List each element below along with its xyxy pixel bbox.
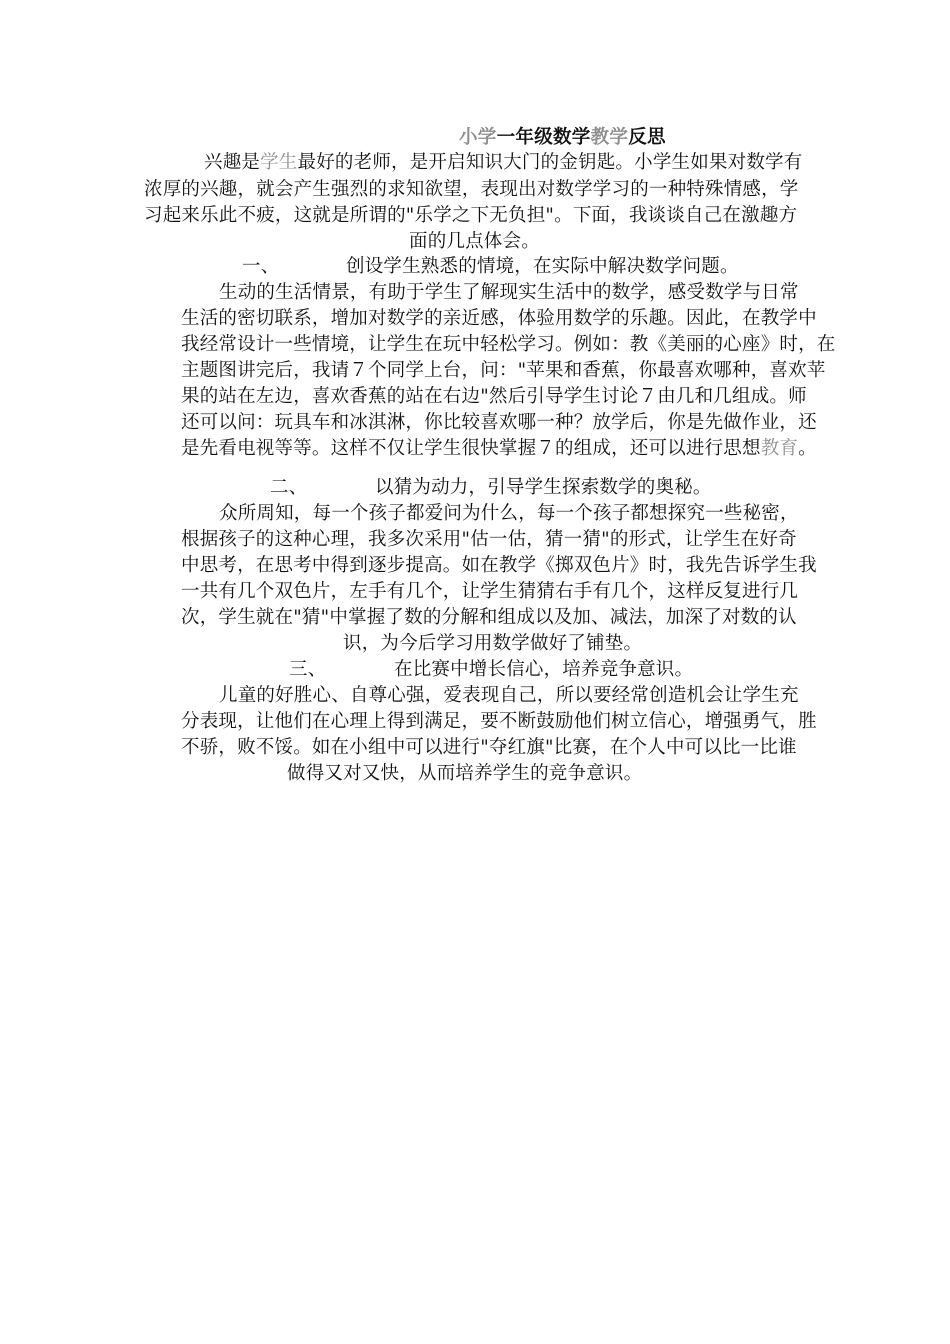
section1-last-c: 。 [798, 438, 817, 459]
section1-last-b: 教育 [760, 438, 799, 459]
intro-text-c: 最好的老师，是开启知识大门的金钥匙。小学生如果对数学有 [297, 152, 803, 173]
section2-line-4: 一共有几个双色片，左手有几个，让学生猜猜右手有几个，这样反复进行几 [181, 581, 799, 602]
section1-number: 一、 [242, 256, 280, 277]
section1-line-6: 还可以问：玩具车和冰淇淋，你比较喜欢哪一种？放学后，你是先做作业，还 [181, 412, 817, 433]
section2-line-5: 次，学生就在"猜"中掌握了数的分解和组成以及加、减法，加深了对数的认 [181, 607, 797, 628]
section2-line-2: 根据孩子的这种心理，我多次采用"估一估，猜一猜"的形式，让学生在好奇 [181, 529, 797, 550]
section2-line-1: 众所周知，每一个孩子都爱问为什么，每一个孩子都想探究一些秘密， [219, 503, 799, 524]
section1-line-2: 生活的密切联系，增加对数学的亲近感，体验用数学的乐趣。因此，在教学中 [181, 308, 817, 329]
section3-line-3: 不骄，败不馁。如在小组中可以进行"夺红旗"比赛，在个人中可以比一比谁 [181, 737, 797, 758]
section1-last-a: 是先看电视等等。这样不仅让学生很快掌握７的组成，还可以进行思想 [181, 438, 761, 459]
section3-heading-text: 在比赛中增长信心，培养竞争意识。 [394, 659, 694, 680]
title-part-2: 一年级数学 [496, 127, 591, 148]
intro-line-2: 浓厚的兴趣，就会产生强烈的求知欲望，表现出对数学学习的一种特殊情感，学 [144, 179, 799, 200]
section1-line-1: 生动的生活情景，有助于学生了解现实生活中的数学，感受数学与日常 [219, 282, 799, 303]
section2-line-6: 识，为今后学习用数学做好了铺垫。 [343, 633, 643, 654]
section3-number: 三、 [289, 659, 327, 680]
section1-line-5: 果的站在左边，喜欢香蕉的站在右边"然后引导学生讨论７由几和几组成。师 [181, 386, 807, 407]
section2-number: 二、 [270, 477, 308, 498]
section3-heading [289, 657, 739, 682]
section2-heading-text: 以猜为动力，引导学生探索数学的奥秘。 [375, 477, 712, 498]
section2-line-3: 中思考，在思考中得到逐步提高。如在教学《掷双色片》时，我先告诉学生我 [181, 555, 817, 576]
section3-line-1: 儿童的好胜心、自尊心强，爱表现自己，所以要经常创造机会让学生充 [219, 685, 799, 706]
title-part-1: 小学 [459, 127, 497, 148]
intro-line-4: 面的几点体会。 [409, 231, 540, 252]
section3-line-4: 做得又对又快，从而培养学生的竞争意识。 [287, 763, 643, 784]
title-part-4: 反思 [628, 127, 666, 148]
intro-text-a: 兴趣是 [204, 152, 261, 173]
section2-heading [270, 475, 740, 500]
section3-line-2: 分表现，让他们在心理上得到满足，要不断鼓励他们树立信心，增强勇气，胜 [181, 711, 817, 732]
intro-line-1 [204, 150, 802, 175]
document-title [459, 125, 666, 151]
section1-heading-text: 创设学生熟悉的情境，在实际中解决数学问题。 [346, 256, 739, 277]
section1-line-3: 我经常设计一些情境，让学生在玩中轻松学习。例如：教《美丽的心座》时，在 [181, 334, 836, 355]
section1-heading [242, 254, 782, 279]
section1-line-7 [181, 436, 817, 461]
intro-line-3: 习起来乐此不疲，这就是所谓的"乐学之下无负担"。下面，我谈谈自己在激趣方 [144, 205, 798, 226]
section1-line-4: 主题图讲完后，我请７个同学上台，问："苹果和香蕉，你最喜欢哪种，喜欢苹 [181, 360, 826, 381]
intro-text-b: 学生 [260, 152, 298, 173]
title-part-3: 教学 [590, 127, 629, 148]
